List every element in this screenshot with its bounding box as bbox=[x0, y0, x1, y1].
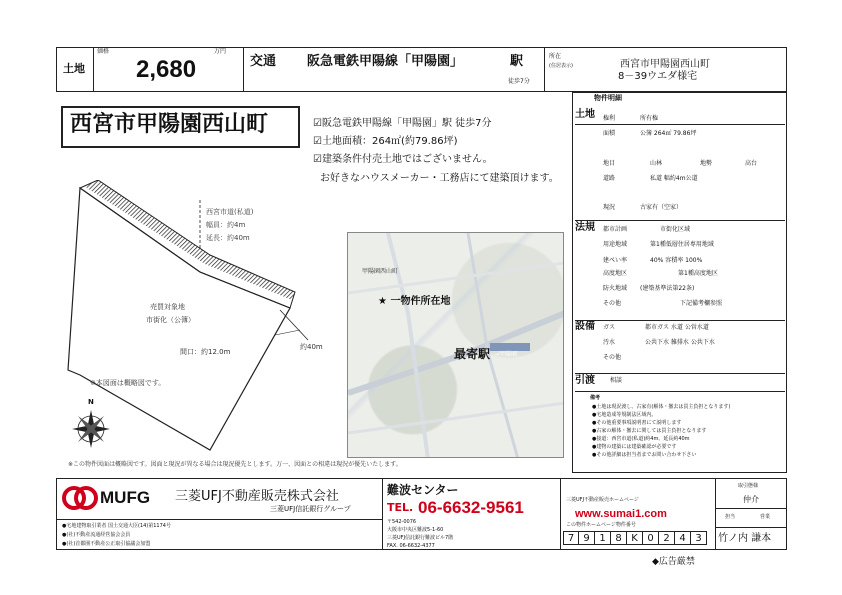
web-label: 三菱UFJ不動産販売ホームページ bbox=[566, 497, 639, 503]
remark-line: ●宅地造成等規制法区域内。 bbox=[592, 412, 657, 418]
land-row-value: 公簿 264㎡ 79.86坪 bbox=[640, 130, 697, 137]
bullet-note: お好きなハウスメーカー・工務店にて建築頂けます。 bbox=[320, 173, 559, 184]
staff-label: 担当 bbox=[725, 514, 736, 520]
land-row-label: 権利 bbox=[603, 115, 616, 122]
deal-value: 仲介 bbox=[743, 495, 759, 504]
address-line-1: 大阪市中央区難波5-1-60 bbox=[387, 527, 444, 533]
code-cell: 7 bbox=[563, 531, 579, 545]
staff-role: 営業 bbox=[760, 514, 771, 520]
staff-name: 竹ノ内 謙本 bbox=[718, 533, 772, 544]
price-unit: 万円 bbox=[214, 48, 227, 55]
law-row-label: 防火地域 bbox=[603, 285, 628, 292]
facility-row-value: 公共下水 雑排水 公共下水 bbox=[645, 339, 715, 346]
bullet-3: ☑建築条件付売土地ではございません。 bbox=[313, 154, 493, 165]
plot-name-1: 売買対象地 bbox=[150, 303, 185, 311]
center-name: 難波センター bbox=[387, 483, 459, 497]
code-label: この物件ホームページ物件番号 bbox=[566, 522, 636, 528]
map-nearest-station: 最寄駅 bbox=[454, 347, 491, 361]
license-line: ●(社)不動産流通経営協会会員 bbox=[62, 532, 131, 538]
location-sub: (住居表示) bbox=[549, 63, 573, 69]
law-row-value: 下記備考欄参照 bbox=[680, 300, 723, 307]
location-label: 所在 bbox=[549, 53, 562, 60]
address-line-2: 三菱UFJ信託銀行難波ビル7階 bbox=[387, 535, 454, 541]
land-row-value: 高台 bbox=[745, 160, 758, 167]
law-row-label: 高度地区 bbox=[603, 270, 628, 277]
road-info-1: 西宮市道(私道) bbox=[206, 208, 254, 216]
page-caption: ※この物件図面は概略図です。図面と現況が異なる場合は現況優先とします。万一、図面との相違は現況が優先いたします。 bbox=[68, 461, 402, 468]
remark-line: ●土地は現況渡し、古家有(解体・撤去は買主負担となります) bbox=[592, 404, 731, 410]
remark-line: ●接道：西宮市道(私道)約4m、延長約40m bbox=[592, 436, 690, 442]
remark-line: ●その他詳細は担当者までお問い合わせ下さい bbox=[592, 452, 697, 458]
code-cell: 0 bbox=[643, 531, 659, 545]
tel-number: 06-6632-9561 bbox=[418, 498, 524, 517]
brand-name: MUFG bbox=[100, 488, 151, 507]
law-row-label: 用途地域 bbox=[603, 241, 628, 248]
road-info-2: 幅員：約4m bbox=[206, 221, 246, 229]
law-row-value: 第1種高度地区 bbox=[678, 270, 718, 277]
code-cell: 4 bbox=[675, 531, 691, 545]
depth-label: 約40m bbox=[300, 343, 323, 351]
law-row-value: (建築基準法第22条) bbox=[640, 285, 695, 292]
company-name: 三菱UFJ不動産販売株式会社 bbox=[175, 489, 339, 504]
law-row-label: 建ぺい率 bbox=[603, 257, 628, 264]
code-cell: 2 bbox=[659, 531, 675, 545]
land-row-value: 山林 bbox=[650, 160, 663, 167]
price-label: 価格 bbox=[97, 48, 110, 55]
specs-title: 物件明細 bbox=[594, 94, 622, 102]
land-row-label: 地勢 bbox=[700, 160, 713, 167]
page-title: 西宮市甲陽園西山町 bbox=[70, 112, 269, 137]
deal-label: 取引態様 bbox=[738, 483, 759, 489]
price-value: 2,680 bbox=[136, 56, 197, 83]
compass-north: N bbox=[88, 398, 94, 406]
station-suffix: 駅 bbox=[510, 54, 524, 69]
license-line: ●(社)首都圏不動産公正取引協議会加盟 bbox=[62, 541, 151, 547]
postal-code: 〒542-0076 bbox=[387, 519, 417, 525]
code-cell: 1 bbox=[595, 531, 611, 545]
remark-line: ●古家の解体・撤去に関しては買主負担となります bbox=[592, 428, 707, 434]
plot-name-2: 市街化（公簿） bbox=[146, 316, 195, 324]
land-row-value: 私道 幅約4m公道 bbox=[650, 175, 698, 182]
map-target-marker: ★ 一物件所在地 bbox=[378, 296, 451, 307]
facility-row-label: 汚水 bbox=[603, 339, 616, 346]
delivery-heading: 引渡 bbox=[575, 375, 595, 386]
code-cell: K bbox=[627, 531, 643, 545]
map-area-name: 甲陽園西山町 bbox=[362, 268, 399, 275]
remarks-heading: 備考 bbox=[590, 395, 601, 401]
law-row-label: 都市計画 bbox=[603, 226, 628, 233]
facility-row-label: その他 bbox=[603, 354, 622, 361]
property-code bbox=[563, 531, 707, 545]
land-row-label: 面積 bbox=[603, 130, 616, 137]
map-station-arrow: →甲陽園 bbox=[494, 351, 518, 358]
code-cell: 3 bbox=[691, 531, 707, 545]
facility-heading: 設備 bbox=[575, 321, 595, 332]
land-row-label: 現況 bbox=[603, 204, 616, 211]
law-row-value: 40% 容積率 100% bbox=[650, 257, 703, 264]
code-cell: 9 bbox=[579, 531, 595, 545]
walk-time: 徒歩7分 bbox=[508, 78, 530, 85]
plot-note-left: ※本図面は概略図です。 bbox=[90, 379, 166, 387]
ad-note: ◆広告厳禁 bbox=[652, 557, 695, 567]
tel-label: TEL. bbox=[387, 501, 414, 514]
law-heading: 法規 bbox=[575, 222, 595, 233]
law-row-value: 市街化区域 bbox=[660, 226, 691, 233]
frontage-label: 間口：約12.0m bbox=[180, 348, 231, 356]
location-map bbox=[347, 232, 564, 458]
remark-line: ●建物の建築には建築確認が必要です bbox=[592, 444, 677, 450]
location-value1: 西宮市甲陽園西山町 bbox=[620, 59, 710, 70]
bullet-2: ☑土地面積：264㎡(約79.86坪) bbox=[313, 136, 458, 147]
facility-row-label: ガス bbox=[603, 324, 616, 331]
website-url[interactable]: www.sumai1.com bbox=[575, 508, 667, 520]
license-line: ●宅地建物取引業者 国土交通大臣(14)第1174号 bbox=[62, 523, 171, 529]
facility-row-value: 都市ガス 水道 公営水道 bbox=[645, 324, 709, 331]
company-group: 三菱UFJ信託銀行グループ bbox=[270, 505, 351, 513]
bullet-1: ☑阪急電鉄甲陽線「甲陽園」駅 徒歩7分 bbox=[313, 118, 492, 129]
location-value2: 8－39ウエダ様宅 bbox=[618, 71, 698, 82]
land-row-label: 地目 bbox=[603, 160, 616, 167]
land-heading: 土地 bbox=[575, 109, 595, 120]
delivery-value: 相談 bbox=[610, 377, 623, 384]
code-cell: 8 bbox=[611, 531, 627, 545]
mufg-logo-icon bbox=[62, 486, 98, 510]
land-label: 土地 bbox=[63, 62, 85, 75]
transport-value: 阪急電鉄甲陽線「甲陽園」 bbox=[307, 54, 464, 69]
fax-number: FAX. 06-6632-4377 bbox=[387, 543, 435, 549]
law-row-value: 第1種低層住居専用地域 bbox=[650, 241, 714, 248]
road-info-3: 延長：約40m bbox=[206, 234, 250, 242]
law-row-label: その他 bbox=[603, 300, 622, 307]
land-row-value: 所有権 bbox=[640, 115, 659, 122]
remark-line: ●その他重要事項説明書にて説明します bbox=[592, 420, 682, 426]
land-row-label: 道路 bbox=[603, 175, 616, 182]
transport-label: 交通 bbox=[250, 54, 277, 69]
land-row-value: 古家有（空家） bbox=[640, 204, 683, 211]
